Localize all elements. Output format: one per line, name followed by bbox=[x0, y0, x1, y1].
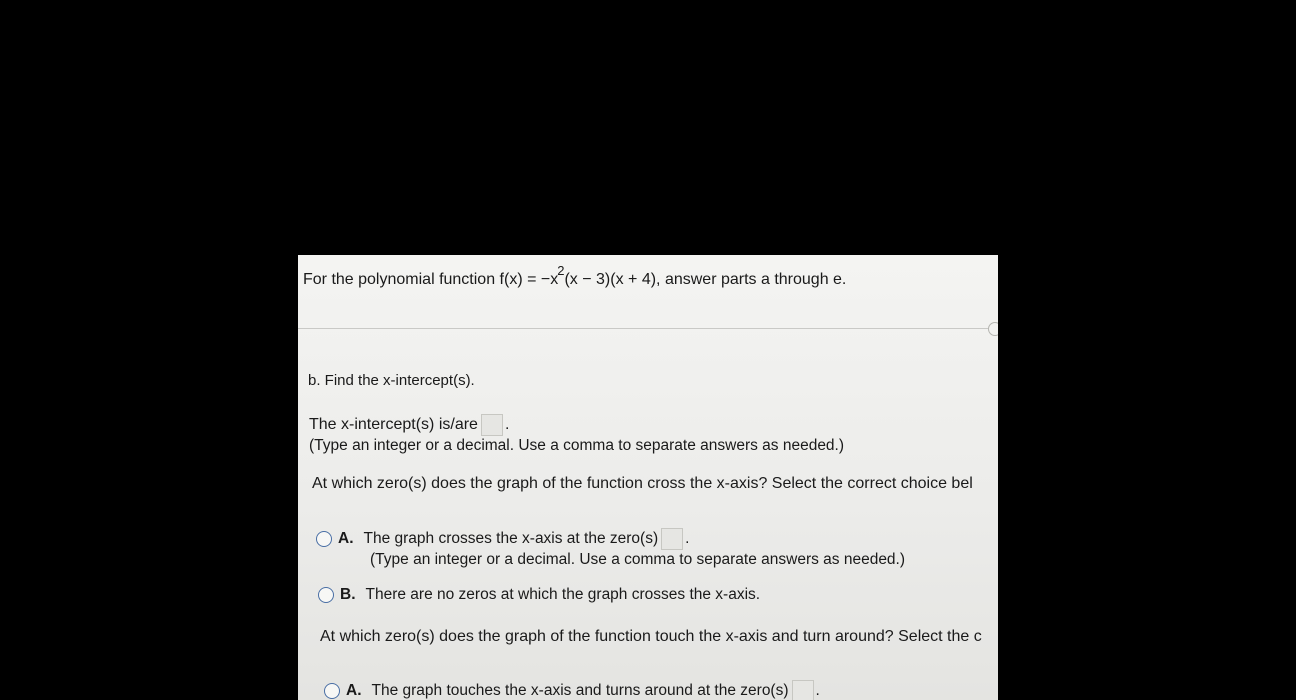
touch-choice-a[interactable] bbox=[324, 680, 820, 700]
cross-choice-b-radio[interactable] bbox=[318, 587, 334, 603]
intercept-prompt: The x-intercept(s) is/are bbox=[309, 416, 478, 434]
screen-photo bbox=[298, 255, 998, 700]
intercept-answer-input[interactable] bbox=[481, 414, 503, 436]
touch-choice-a-letter: A. bbox=[346, 682, 362, 700]
divider-handle-icon[interactable] bbox=[988, 322, 998, 336]
intercept-row bbox=[309, 414, 509, 436]
cross-choice-a-text: The graph crosses the x-axis at the zero(s) bbox=[363, 530, 659, 548]
touch-choice-a-text: The graph touches the x-axis and turns around at the zero(s) bbox=[371, 682, 789, 700]
intercept-period: . bbox=[504, 416, 510, 434]
problem-suffix: (x − 3)(x + 4), answer parts a through e. bbox=[564, 271, 847, 288]
cross-zero-input[interactable] bbox=[661, 528, 683, 550]
intercept-hint: (Type an integer or a decimal. Use a comma to separate answers as needed.) bbox=[309, 437, 845, 454]
problem-exponent: 2 bbox=[557, 263, 565, 278]
touch-zero-input[interactable] bbox=[792, 680, 814, 700]
cross-choice-b-text: There are no zeros at which the graph crosses the x-axis. bbox=[365, 586, 761, 603]
cross-choice-b[interactable] bbox=[318, 586, 760, 604]
header-divider bbox=[298, 328, 998, 329]
cross-choice-a-hint: (Type an integer or a decimal. Use a comma to separate answers as needed.) bbox=[370, 551, 906, 568]
cross-choice-a-letter: A. bbox=[338, 530, 354, 548]
cross-choice-a-period: . bbox=[685, 530, 690, 548]
part-b-heading: b. Find the x-intercept(s). bbox=[308, 372, 475, 389]
cross-choice-a[interactable] bbox=[316, 528, 689, 550]
cross-choice-b-letter: B. bbox=[340, 586, 356, 603]
problem-statement bbox=[303, 263, 847, 289]
touch-choice-a-period: . bbox=[815, 682, 820, 700]
cross-choice-a-radio[interactable] bbox=[316, 531, 332, 547]
touch-question: At which zero(s) does the graph of the function touch the x-axis and turn around? Select the c bbox=[320, 628, 982, 645]
touch-choice-a-radio[interactable] bbox=[324, 683, 340, 699]
problem-prefix: For the polynomial function f(x) = −x bbox=[303, 271, 559, 288]
cross-question: At which zero(s) does the graph of the function cross the x-axis? Select the correct choice bel bbox=[312, 475, 973, 492]
